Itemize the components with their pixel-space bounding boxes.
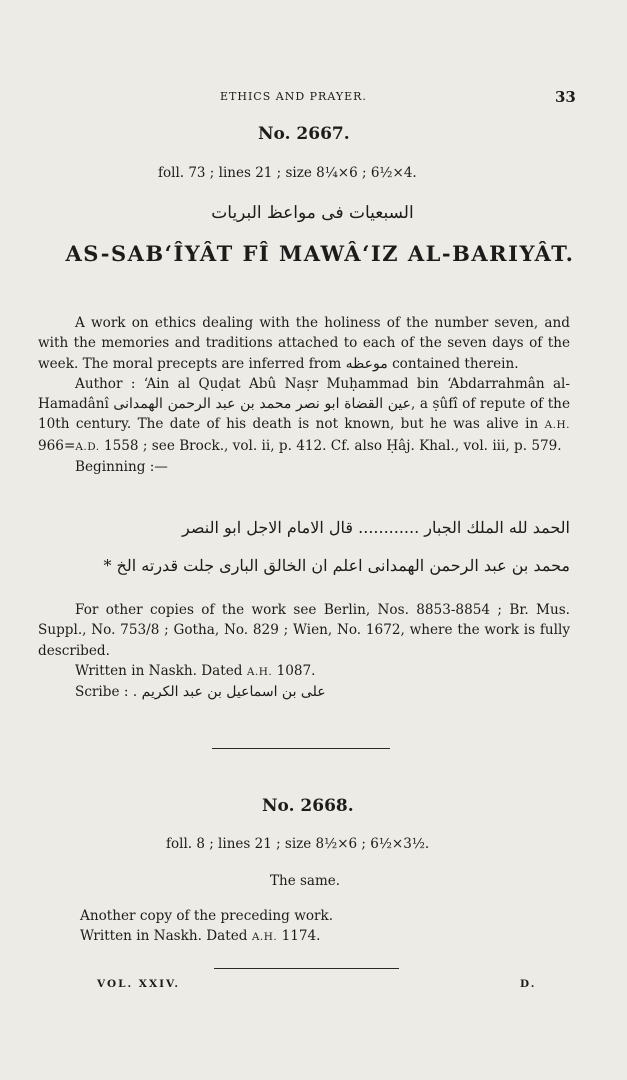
entry2-description: Another copy of the preceding work. (80, 908, 334, 924)
scribe-arabic: على بن اسماعيل بن عبد الكريم . (132, 684, 326, 701)
reference-text: 1558 ; see Brock., vol. ii, p. 412. Cf. also Ḥâj. Khal., vol. iii, p. 579. (103, 437, 562, 454)
gathering-signature: D. (520, 978, 537, 990)
description-block (38, 313, 570, 477)
arabic-title: السبعيات فى مواعظ البريات (211, 203, 414, 223)
author-arabic: عين القضاة ابو نصر محمد بن عبد الرحمن الهمدانى (113, 396, 412, 413)
author-text: Author : ‘Ain al Quḍat Abû Naṣr Muḥammad bin ‘Abdarrahmân al-Hamadânî (38, 375, 570, 413)
arabic-incipit-line-1: الحمد لله الملك الجبار ............ قال الامام الاجل ابو النصر (182, 518, 570, 537)
arabic-incipit-line-2: محمد بن عبد الرحمن الهمدانى اعلم ان الخالق البارى جلت قدرته الخ * (103, 556, 570, 575)
footer-divider (214, 968, 399, 969)
volume-signature: VOL. XXIV. (97, 978, 180, 990)
entry2-block (80, 906, 570, 948)
work-title: AS-SAB‘ÎYÂT FÎ MAWÂ‘IZ AL-BARIYÂT. (65, 241, 575, 266)
author-details: , a ṣûfî of repute of the 10th century. The date of his death is not known, but he was alive in (38, 396, 570, 433)
entry2-written-year: 1174. (281, 928, 321, 945)
copies-block (38, 600, 570, 702)
description-text: A work on ethics dealing with the holiness of the number seven, and with the memories and traditions attached to each of the seven days of the week. The moral precepts are inferred from (38, 315, 570, 372)
scribe-label: Scribe : (75, 684, 129, 701)
written-hijri-abbrev: A.H. (246, 665, 273, 678)
beginning-label: Beginning :— (75, 459, 168, 476)
description-arabic: موعظه (345, 355, 388, 372)
hijri-year: 966= (38, 437, 76, 454)
running-title: ETHICS AND PRAYER. (220, 90, 367, 103)
folio-info: foll. 73 ; lines 21 ; size 8¼×6 ; 6½×4. (158, 165, 417, 181)
description-end: contained therein. (392, 355, 519, 372)
scribe-line (38, 682, 570, 702)
entry-number: No. 2667. (258, 124, 350, 144)
hijri-abbrev: A.H. (544, 419, 570, 432)
section-divider (212, 748, 390, 749)
folio-info-2: foll. 8 ; lines 21 ; size 8½×6 ; 6½×3½. (166, 836, 430, 852)
written-year: 1087. (276, 662, 316, 679)
entry-number-2: No. 2668. (262, 796, 354, 816)
entry2-written-text: Written in Naskh. Dated (80, 928, 248, 945)
entry2-written-line (80, 926, 570, 947)
entry2-hijri-abbrev: A.H. (251, 931, 278, 944)
written-line (38, 661, 570, 682)
written-text: Written in Naskh. Dated (75, 662, 243, 679)
ad-abbrev: A.D. (75, 440, 100, 453)
other-copies: For other copies of the work see Berlin, Nos. 8853-8854 ; Br. Mus. Suppl., No. 753/8 ; Gotha, No. 829 ; Wien, No. 1672, where the work is fully described. (38, 602, 570, 659)
same-note: The same. (270, 873, 341, 889)
page-number: 33 (555, 88, 576, 106)
